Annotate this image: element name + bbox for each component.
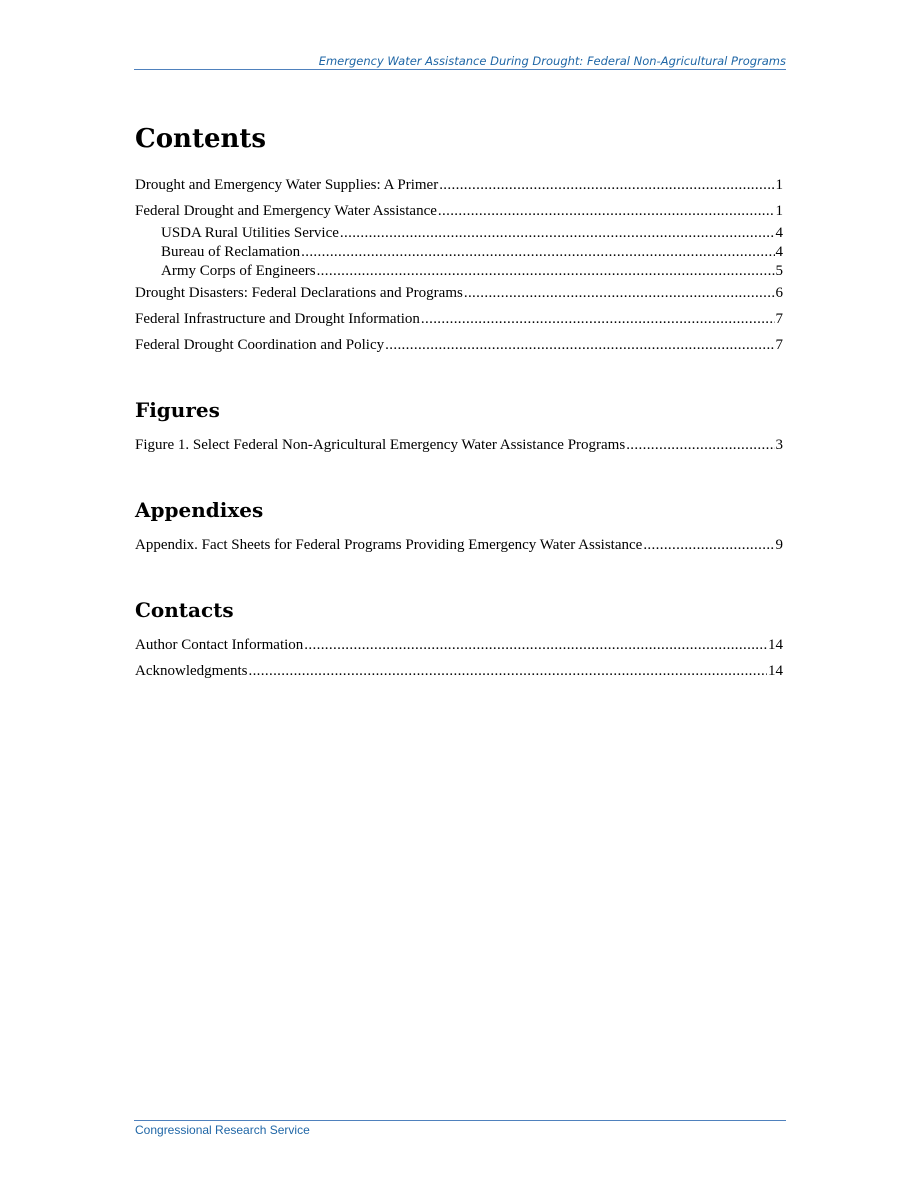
toc-entry-page: 9 bbox=[775, 537, 783, 553]
toc-entry-label: Federal Drought and Emergency Water Assistance bbox=[135, 203, 437, 219]
dot-leader bbox=[464, 285, 775, 302]
toc-entry-label: USDA Rural Utilities Service bbox=[161, 225, 339, 241]
toc-entry[interactable] bbox=[135, 311, 783, 328]
toc-subentry[interactable] bbox=[161, 263, 783, 280]
toc-entry-label: Appendix. Fact Sheets for Federal Programs Providing Emergency Water Assistance bbox=[135, 537, 643, 553]
contact-entry[interactable] bbox=[135, 663, 783, 680]
toc-entry-page: 1 bbox=[775, 177, 783, 193]
toc-entry-label: Bureau of Reclamation bbox=[161, 244, 301, 260]
dot-leader bbox=[438, 203, 775, 220]
toc-entry-page: 4 bbox=[775, 244, 783, 260]
toc-entry-page: 6 bbox=[775, 285, 783, 301]
toc-entry[interactable] bbox=[135, 337, 783, 354]
toc-entry-label: Figure 1. Select Federal Non-Agricultural Emergency Water Assistance Programs bbox=[135, 437, 626, 453]
contacts-heading: Contacts bbox=[135, 598, 234, 622]
toc-entry[interactable] bbox=[135, 285, 783, 302]
toc-entry-label: Author Contact Information bbox=[135, 637, 304, 653]
figures-heading: Figures bbox=[135, 398, 220, 422]
toc-entry-label: Federal Drought Coordination and Policy bbox=[135, 337, 385, 353]
toc-entry-page: 7 bbox=[775, 337, 783, 353]
toc-entry-label: Drought Disasters: Federal Declarations and Programs bbox=[135, 285, 463, 301]
toc-entry-page: 14 bbox=[768, 637, 783, 653]
dot-leader bbox=[626, 437, 774, 454]
footer-rule bbox=[134, 1120, 786, 1121]
figure-entry[interactable] bbox=[135, 437, 783, 454]
toc-entry-page: 1 bbox=[775, 203, 783, 219]
toc-entry-label: Drought and Emergency Water Supplies: A Primer bbox=[135, 177, 439, 193]
toc-entry-label: Acknowledgments bbox=[135, 663, 248, 679]
toc-entry-page: 3 bbox=[775, 437, 783, 453]
dot-leader bbox=[340, 225, 775, 242]
running-header: Emergency Water Assistance During Drought: Federal Non-Agricultural Programs bbox=[318, 54, 786, 68]
appendix-entry[interactable] bbox=[135, 537, 783, 554]
toc-entry-page: 5 bbox=[775, 263, 783, 279]
toc-subentry[interactable] bbox=[161, 225, 783, 242]
dot-leader bbox=[385, 337, 774, 354]
contents-heading: Contents bbox=[135, 124, 267, 154]
footer-text: Congressional Research Service bbox=[135, 1123, 310, 1137]
toc-entry-label: Federal Infrastructure and Drought Information bbox=[135, 311, 420, 327]
toc-entry-page: 4 bbox=[775, 225, 783, 241]
dot-leader bbox=[248, 663, 767, 680]
toc-entry-page: 14 bbox=[768, 663, 783, 679]
dot-leader bbox=[301, 244, 774, 261]
toc-entry[interactable] bbox=[135, 177, 783, 194]
toc-entry[interactable] bbox=[135, 203, 783, 220]
toc-entry-page: 7 bbox=[775, 311, 783, 327]
contact-entry[interactable] bbox=[135, 637, 783, 654]
dot-leader bbox=[421, 311, 775, 328]
header-rule bbox=[134, 69, 786, 70]
toc-entry-label: Army Corps of Engineers bbox=[161, 263, 316, 279]
dot-leader bbox=[643, 537, 774, 554]
dot-leader bbox=[439, 177, 774, 194]
appendixes-heading: Appendixes bbox=[135, 498, 264, 522]
dot-leader bbox=[304, 637, 767, 654]
toc-subentry[interactable] bbox=[161, 244, 783, 261]
dot-leader bbox=[317, 263, 775, 280]
